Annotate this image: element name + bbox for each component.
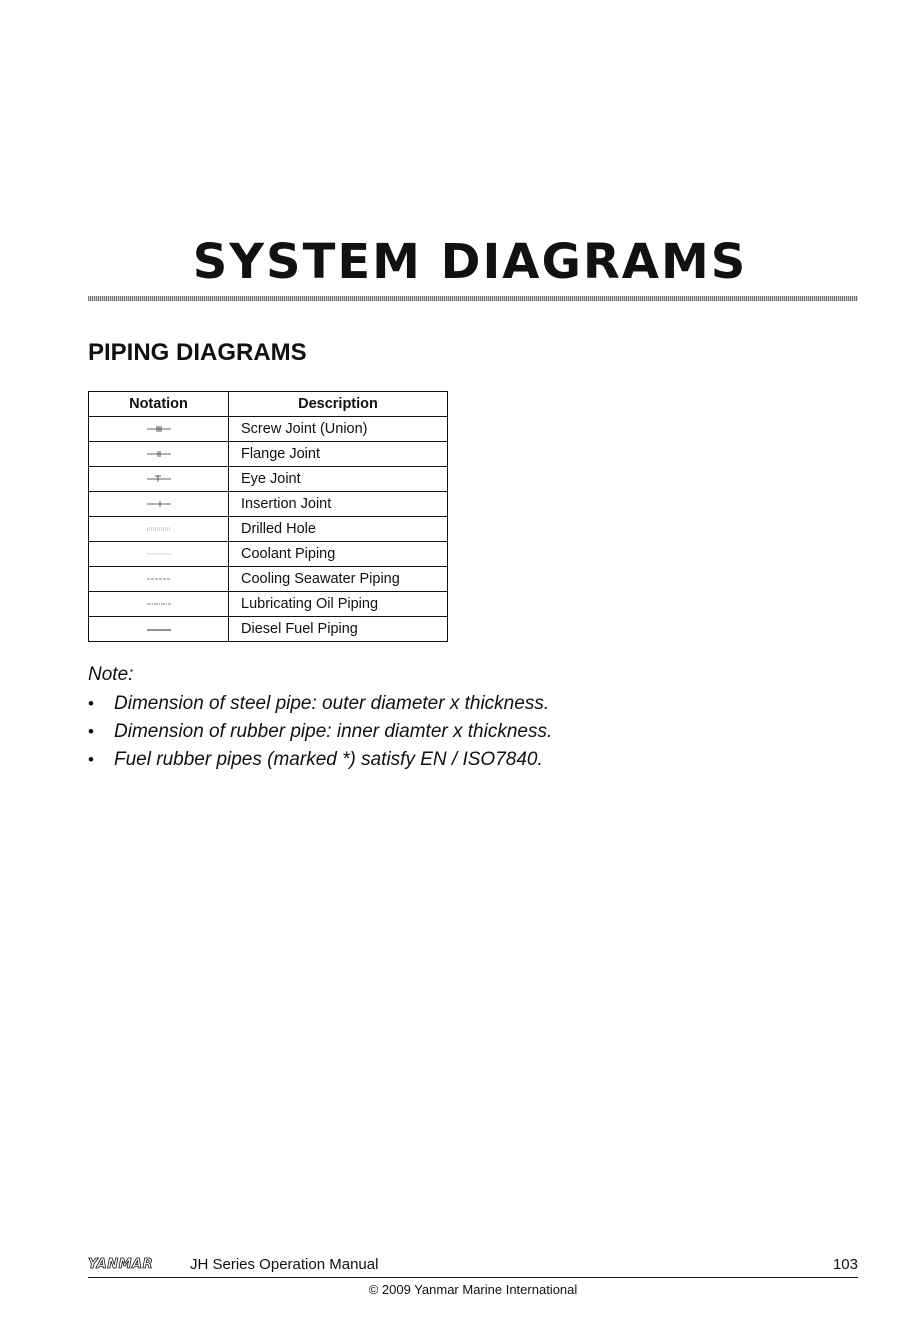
cooling-seawater-piping-line (147, 574, 171, 584)
drilled-hole-symbol (147, 524, 171, 534)
screw-joint-symbol (147, 424, 171, 434)
header-notation: Notation (89, 392, 229, 417)
list-item (88, 746, 848, 774)
copyright-notice: © 2009 Yanmar Marine International (368, 1282, 578, 1297)
diesel-fuel-piping-line (147, 624, 171, 634)
yanmar-logo: YANMAR (88, 1257, 154, 1272)
notation-table (88, 391, 448, 642)
notation-cell (89, 542, 229, 567)
notation-cell (89, 442, 229, 467)
footer-rule (88, 1277, 858, 1278)
header-description: Description (229, 392, 448, 417)
table-row (89, 542, 448, 567)
list-item (88, 718, 848, 746)
description-cell: Screw Joint (Union) (229, 417, 448, 442)
bullet-icon: • (88, 694, 94, 713)
footer-row (88, 1255, 858, 1277)
notation-cell (89, 617, 229, 642)
coolant-piping-line (147, 549, 171, 559)
table-row (89, 567, 448, 592)
chapter-title: SYSTEM DIAGRAMS (192, 234, 748, 290)
eye-joint-symbol (147, 474, 171, 484)
note-list (88, 690, 848, 774)
table-row (89, 442, 448, 467)
description-cell: Cooling Seawater Piping (229, 567, 448, 592)
table-row (89, 592, 448, 617)
notation-cell (89, 517, 229, 542)
note-block (88, 662, 848, 774)
table-header-row (89, 392, 448, 417)
lubricating-oil-piping-line (147, 599, 171, 609)
flange-joint-symbol (147, 449, 171, 459)
notation-cell (89, 592, 229, 617)
table-row (89, 417, 448, 442)
list-item (88, 690, 848, 718)
table-row (89, 467, 448, 492)
description-cell: Drilled Hole (229, 517, 448, 542)
title-rule (88, 296, 858, 301)
bullet-icon: • (88, 750, 94, 769)
note-text: Dimension of steel pipe: outer diameter x thickness. (114, 693, 550, 714)
note-text: Dimension of rubber pipe: inner diamter x thickness. (114, 721, 553, 742)
note-label: Note: (88, 664, 134, 685)
description-cell: Insertion Joint (229, 492, 448, 517)
description-cell: Lubricating Oil Piping (229, 592, 448, 617)
notation-cell (89, 567, 229, 592)
description-cell: Diesel Fuel Piping (229, 617, 448, 642)
description-cell: Flange Joint (229, 442, 448, 467)
page-number: 103 (832, 1256, 858, 1273)
bullet-icon: • (88, 722, 94, 741)
description-cell: Coolant Piping (229, 542, 448, 567)
manual-title: JH Series Operation Manual (190, 1256, 379, 1273)
table-row (89, 517, 448, 542)
note-text: Fuel rubber pipes (marked *) satisfy EN / ISO7840. (114, 749, 543, 770)
table-row (89, 492, 448, 517)
description-cell: Eye Joint (229, 467, 448, 492)
notation-cell (89, 467, 229, 492)
table-row (89, 617, 448, 642)
section-title: PIPING DIAGRAMS (88, 339, 307, 366)
notation-cell (89, 492, 229, 517)
page-footer (88, 1255, 858, 1297)
insertion-joint-symbol (147, 499, 171, 509)
notation-cell (89, 417, 229, 442)
